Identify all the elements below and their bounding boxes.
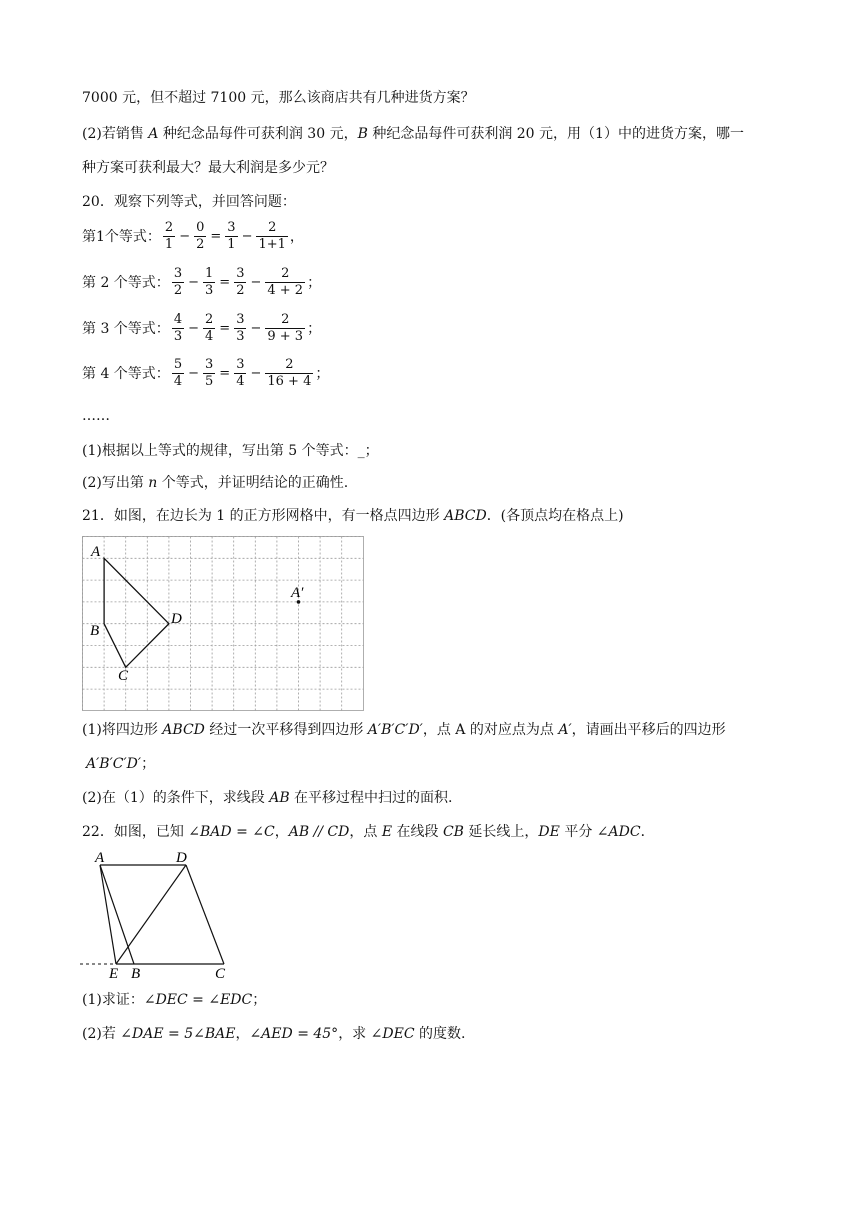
- q19-part2-text-a: (2)若销售: [82, 126, 149, 142]
- denominator: 2: [173, 283, 183, 298]
- q21-quad-prime-name: A′B′C′D′: [367, 722, 423, 738]
- numerator: 1: [205, 266, 214, 281]
- fraction: [265, 266, 305, 299]
- q19-part2-line1: [82, 124, 744, 144]
- q19-part2-text-c: 种纪念品每件可获利润 20 元，用（1）中的进货方案，哪一: [367, 126, 744, 142]
- q22-point-e: E: [381, 824, 393, 840]
- label-c: C: [215, 966, 226, 980]
- q22-title-text-a: 22．如图，已知: [82, 824, 189, 840]
- label-a: A: [91, 544, 101, 560]
- q22-part1-text-a: (1)求证：: [82, 992, 144, 1008]
- q21-part2-text-a: (2)在（1）的条件下，求线段: [82, 790, 270, 806]
- numerator: 2: [281, 312, 290, 327]
- denominator: 2: [196, 237, 205, 252]
- q22-title-text-b: ，: [274, 824, 289, 840]
- fraction: [225, 220, 237, 253]
- denominator: 3: [205, 283, 214, 298]
- equation-label: 第 2 个等式：: [82, 274, 170, 291]
- q22-part1-text-b: ；: [252, 992, 267, 1008]
- quadrilateral-abcd: [104, 558, 169, 667]
- var-n: n: [148, 475, 158, 491]
- denominator: 16 + 4: [267, 374, 312, 389]
- denominator: 1+1: [258, 237, 286, 252]
- label-a-prime: A′: [291, 585, 304, 601]
- q22-title-text-e: 延长线上，: [463, 824, 539, 840]
- fraction: [172, 266, 184, 299]
- minus-sign: −: [188, 365, 199, 381]
- q21-part1-line2: [86, 754, 155, 774]
- q22-math-1: ∠BAD = ∠C: [188, 824, 275, 840]
- q19-line1-text: 7000 元，但不超过 7100 元，那么该商店共有几种进货方案？: [82, 90, 475, 106]
- fraction: [172, 357, 184, 390]
- denominator: 4: [205, 329, 214, 344]
- fraction: [163, 220, 175, 253]
- q19-var-b: B: [357, 126, 368, 142]
- q20-equation-2: [82, 266, 321, 299]
- label-c: C: [118, 668, 129, 684]
- label-d: D: [176, 850, 187, 866]
- q22-segment-de: DE: [538, 824, 560, 840]
- q21-quad-prime-name: A′B′C′D′: [86, 756, 142, 772]
- q22-part2-math-3: ∠DEC: [370, 1026, 415, 1042]
- q21-part1-text-b: 经过一次平移得到四边形: [204, 722, 368, 738]
- equals-sign: =: [219, 320, 231, 336]
- q21-title-text-b: ．(各顶点均在格点上): [486, 508, 624, 524]
- minus-sign: −: [250, 365, 262, 381]
- denominator: 1: [227, 237, 236, 252]
- segment-dc: [186, 865, 224, 964]
- numerator: 3: [173, 266, 183, 281]
- fraction: [234, 266, 246, 299]
- q21-part1-line2-end: ；: [141, 756, 156, 772]
- equation-end: ；: [315, 365, 330, 382]
- q22-part1: [82, 990, 266, 1010]
- q21-part1-text-a: (1)将四边形: [82, 722, 163, 738]
- label-b: B: [131, 966, 141, 980]
- denominator: 4: [236, 374, 245, 389]
- equation-label: 第 4 个等式：: [82, 365, 170, 382]
- equals-sign: =: [219, 274, 231, 290]
- q20-equation-4: [82, 357, 329, 390]
- q20-part1-text: (1)根据以上等式的规律，写出第 5 个等式：_；: [82, 443, 379, 459]
- equation-end: ；: [307, 274, 322, 291]
- equation-end: ；: [307, 320, 322, 337]
- denominator: 3: [236, 329, 245, 344]
- minus-sign: −: [179, 228, 191, 244]
- numerator: 4: [173, 312, 183, 327]
- equals-sign: =: [210, 228, 222, 244]
- fraction: [234, 312, 246, 345]
- q21-part1-text-d: ，请画出平移后的四边形: [571, 722, 726, 738]
- denominator: 9 + 3: [267, 329, 304, 344]
- numerator: 3: [227, 220, 236, 235]
- q22-math-2: AB // CD: [288, 824, 350, 840]
- label-b: B: [90, 623, 100, 639]
- q21-part1-line1: [82, 720, 726, 740]
- q20-equation-3: [82, 312, 321, 345]
- fraction: [256, 220, 287, 253]
- q20-title-text: 20．观察下列等式，并回答问题：: [82, 194, 296, 210]
- q22-title-text-d: 在线段: [392, 824, 443, 840]
- q20-part2-text-b: 个等式，并证明结论的正确性.: [157, 475, 349, 491]
- denominator: 5: [205, 374, 214, 389]
- q21-part1-text-c: ，点 A 的对应点为点: [422, 722, 559, 738]
- ellipsis-text: ……: [82, 408, 110, 424]
- q21-grid-figure: [82, 536, 366, 712]
- q21-segment-ab: AB: [269, 790, 290, 806]
- minus-sign: −: [250, 320, 262, 336]
- denominator: 3: [173, 329, 183, 344]
- q19-part2-line2: [82, 158, 334, 178]
- label-a: A: [95, 850, 105, 866]
- equation-label: 第1个等式：: [82, 228, 161, 245]
- equation-end: ，: [289, 228, 304, 245]
- numerator: 3: [205, 357, 214, 372]
- q22-segment-cb: CB: [442, 824, 464, 840]
- denominator: 1: [164, 237, 174, 252]
- q19-part2-text-b: 种纪念品每件可获利润 30 元，: [158, 126, 358, 142]
- q22-title: [82, 822, 655, 842]
- q21-part2-text-b: 在平移过程中扫过的面积.: [289, 790, 453, 806]
- fraction: [172, 312, 184, 345]
- q20-part1: [82, 441, 379, 461]
- denominator: 4 + 2: [267, 283, 304, 298]
- grid-lines: [83, 537, 364, 711]
- fraction: [203, 357, 215, 390]
- minus-sign: −: [250, 274, 262, 290]
- equation-label: 第 3 个等式：: [82, 320, 170, 337]
- numerator: 2: [268, 220, 277, 235]
- segment-ab: [100, 865, 134, 964]
- q22-title-text-c: ，点: [349, 824, 382, 840]
- q20-equation-1: [82, 220, 304, 253]
- denominator: 4: [173, 374, 183, 389]
- fraction: [203, 312, 215, 345]
- minus-sign: −: [241, 228, 253, 244]
- q20-part2: [82, 473, 348, 493]
- fraction: [265, 357, 313, 390]
- q20-title: [82, 192, 296, 212]
- q22-part2-text-b: ，: [235, 1026, 250, 1042]
- label-d: D: [171, 611, 182, 627]
- q22-part2-math-2: ∠AED = 45°: [249, 1026, 339, 1042]
- numerator: 2: [285, 357, 294, 372]
- minus-sign: −: [188, 274, 199, 290]
- q21-quad-name: ABCD: [444, 508, 487, 524]
- q22-title-text-f: 平分: [559, 824, 597, 840]
- label-e: E: [109, 966, 119, 980]
- numerator: 2: [205, 312, 214, 327]
- numerator: 0: [196, 220, 205, 235]
- q22-part2-text-c: ，求: [338, 1026, 371, 1042]
- q19-line1: [82, 88, 475, 108]
- fraction: [265, 312, 305, 345]
- q22-part2: [82, 1024, 465, 1044]
- q20-part2-text-a: (2)写出第: [82, 475, 149, 491]
- q22-part2-text-a: (2)若: [82, 1026, 121, 1042]
- fraction: [194, 220, 206, 253]
- segment-de: [116, 865, 186, 964]
- q19-var-a: A: [148, 126, 159, 142]
- q21-title-text-a: 21．如图，在边长为 1 的正方形网格中，有一格点四边形: [82, 508, 445, 524]
- segment-ae: [100, 865, 116, 964]
- minus-sign: −: [188, 320, 199, 336]
- equals-sign: =: [219, 365, 231, 381]
- fraction: [203, 266, 215, 299]
- q21-part2: [82, 788, 453, 808]
- q21-quad-name: ABCD: [162, 722, 205, 738]
- q20-ellipsis: [82, 406, 110, 426]
- fraction: [234, 357, 246, 390]
- denominator: 2: [236, 283, 245, 298]
- q22-part2-math-1: ∠DAE = 5∠BAE: [120, 1026, 236, 1042]
- q21-point-a-prime: A′: [558, 722, 572, 738]
- numerator: 3: [236, 312, 245, 327]
- numerator: 2: [281, 266, 290, 281]
- q22-part2-text-d: 的度数.: [414, 1026, 466, 1042]
- q22-title-text-g: ．: [640, 824, 655, 840]
- numerator: 3: [236, 266, 245, 281]
- numerator: 2: [164, 220, 174, 235]
- q21-title: [82, 506, 624, 526]
- q22-part1-math: ∠DEC = ∠EDC: [143, 992, 253, 1008]
- q22-geometry-figure: [80, 848, 240, 980]
- q22-angle-adc: ∠ADC: [596, 824, 641, 840]
- numerator: 3: [236, 357, 245, 372]
- q19-part2-line2-text: 种方案可获利最大？最大利润是多少元？: [82, 160, 334, 176]
- numerator: 5: [173, 357, 183, 372]
